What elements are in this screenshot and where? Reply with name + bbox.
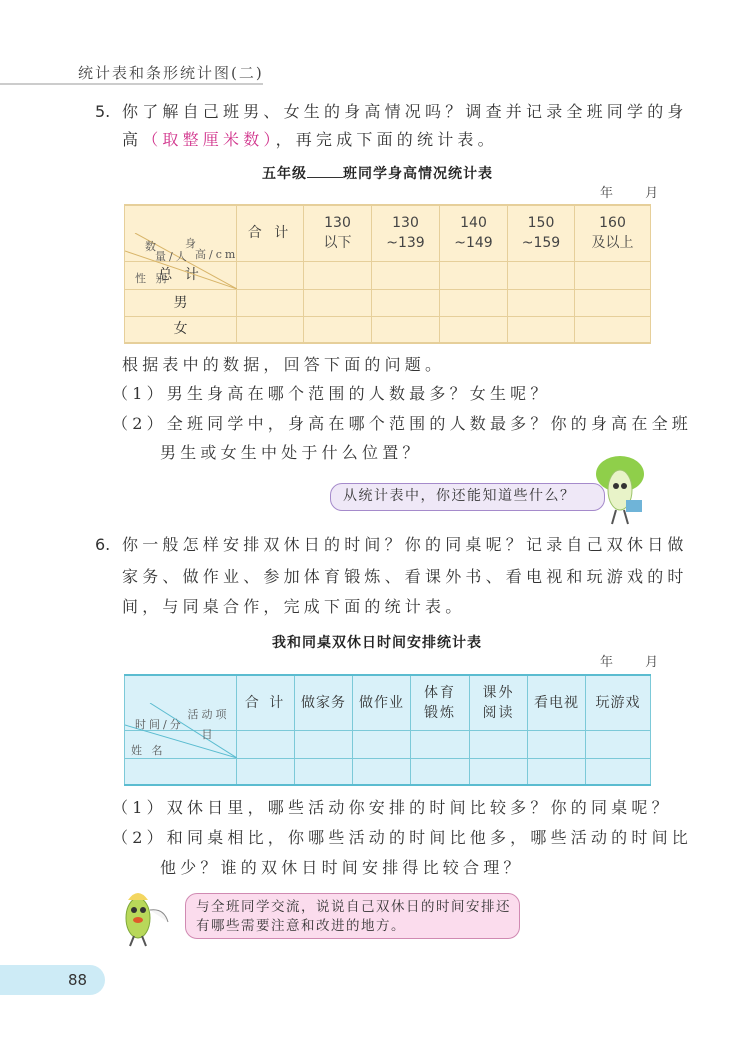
column-header: 课外 阅读 (470, 675, 528, 730)
table-cell[interactable] (575, 289, 651, 316)
table-cell[interactable] (237, 758, 295, 785)
table-cell[interactable] (372, 289, 440, 316)
page-number: 88 (0, 965, 105, 995)
diag-label: 姓 名 (131, 743, 166, 757)
table1-date: 年 月 (600, 186, 673, 201)
table-cell[interactable] (411, 730, 470, 758)
table-cell[interactable] (470, 730, 528, 758)
q5-prompt: 根据表中的数据，回答下面的问题。 (122, 355, 446, 374)
title-text: 班同学身高情况统计表 (343, 166, 493, 182)
q6-line3: 间，与同桌合作，完成下面的统计表。 (122, 597, 466, 616)
diagonal-header-cell (125, 675, 237, 757)
height-stats-table (124, 204, 651, 344)
table-cell[interactable] (304, 261, 372, 289)
table-cell[interactable] (353, 758, 411, 785)
q6-sub2b: 他少？谁的双休日时间安排得比较合理？ (160, 858, 524, 877)
table-cell[interactable] (304, 316, 372, 343)
table2-title: 我和同桌双休日时间安排统计表 (272, 635, 482, 651)
speech-bubble: 从统计表中，你还能知道些什么？ (330, 483, 605, 511)
table-cell[interactable] (508, 316, 575, 343)
table-cell[interactable] (508, 289, 575, 316)
header-divider (0, 83, 263, 85)
column-header: 玩游戏 (586, 675, 651, 730)
q6-sub2a: （2）和同桌相比，你哪些活动的时间比他多，哪些活动的时间比 (112, 828, 692, 847)
row-label-boys: 男 (125, 289, 237, 316)
table-cell[interactable] (372, 316, 440, 343)
table-cell[interactable] (304, 289, 372, 316)
table-cell[interactable] (372, 261, 440, 289)
table-cell[interactable] (237, 316, 304, 343)
column-header: 合 计 (237, 205, 304, 261)
title-grade: 五年级 (262, 166, 307, 182)
table-cell[interactable] (575, 316, 651, 343)
diag-label: 高/cm (195, 248, 239, 262)
chapter-header: 统计表和条形统计图(二) (78, 64, 264, 82)
table-cell[interactable] (237, 261, 304, 289)
table-cell[interactable] (528, 730, 586, 758)
q5-text: 高 (122, 130, 143, 149)
diag-label: 数 (145, 240, 159, 254)
table2-date: 年 月 (600, 655, 673, 670)
speech-bubble: 与全班同学交流，说说自己双休日的时间安排还有哪些需要注意和改进的地方。 (185, 893, 520, 939)
diag-label: 量/人 (155, 250, 190, 264)
q5-line2 (122, 130, 498, 150)
cabbage-character-icon (582, 452, 650, 526)
q5-sub1: （1）男生身高在哪个范围的人数最多？女生呢？ (112, 384, 551, 403)
q6-line1: 你一般怎样安排双休日的时间？你的同桌呢？记录自己双休日做 (122, 535, 688, 554)
table1-title (262, 163, 493, 183)
q5-line1: 你了解自己班男、女生的身高情况吗？调查并记录全班同学的身 (122, 102, 688, 121)
table-cell[interactable] (586, 758, 651, 785)
column-header: 体育 锻炼 (411, 675, 470, 730)
column-header: 160 及以上 (575, 205, 651, 261)
q6-sub1: （1）双休日里，哪些活动你安排的时间比较多？你的同桌呢？ (112, 798, 672, 817)
column-header: 做作业 (353, 675, 411, 730)
table-cell[interactable] (295, 730, 353, 758)
table-cell[interactable] (508, 261, 575, 289)
table-cell[interactable] (440, 261, 508, 289)
table-cell[interactable] (237, 289, 304, 316)
q5-sub2a: （2）全班同学中，身高在哪个范围的人数最多？你的身高在全班 (112, 414, 692, 433)
row-label-girls: 女 (125, 316, 237, 343)
q5-number: 5. (95, 102, 111, 121)
table-cell[interactable] (575, 261, 651, 289)
weekend-time-table (124, 674, 651, 786)
diag-label: 时间/分 (135, 717, 184, 731)
column-header: 做家务 (295, 675, 353, 730)
table-cell[interactable] (470, 758, 528, 785)
table-cell[interactable] (440, 289, 508, 316)
q5-sub2b: 男生或女生中处于什么位置？ (160, 443, 423, 462)
column-header: 140 ~149 (440, 205, 508, 261)
diag-label: 身 (185, 237, 199, 251)
class-blank (307, 164, 343, 178)
table-cell[interactable] (237, 730, 295, 758)
table-cell[interactable] (295, 758, 353, 785)
q6-number: 6. (95, 535, 111, 554)
q6-line2: 家务、做作业、参加体育锻炼、看课外书、看电视和玩游戏的时 (122, 567, 688, 586)
table-cell[interactable] (353, 730, 411, 758)
table-cell[interactable] (440, 316, 508, 343)
column-header: 150 ~159 (508, 205, 575, 261)
q5-highlight: （取整厘米数） (142, 130, 276, 149)
column-header: 合 计 (237, 675, 295, 730)
corn-character-icon (116, 886, 176, 948)
table-cell[interactable] (528, 758, 586, 785)
column-header: 130 ~139 (372, 205, 440, 261)
q5-text: ，再完成下面的统计表。 (275, 130, 498, 149)
name-cell[interactable] (125, 758, 237, 785)
table-cell[interactable] (586, 730, 651, 758)
diag-label: 性 别 (135, 272, 170, 286)
column-header: 130 以下 (304, 205, 372, 261)
diag-label: 活动项目 (187, 707, 230, 741)
table-cell[interactable] (411, 758, 470, 785)
column-header: 看电视 (528, 675, 586, 730)
row-label-total: 总 计 (125, 261, 237, 289)
